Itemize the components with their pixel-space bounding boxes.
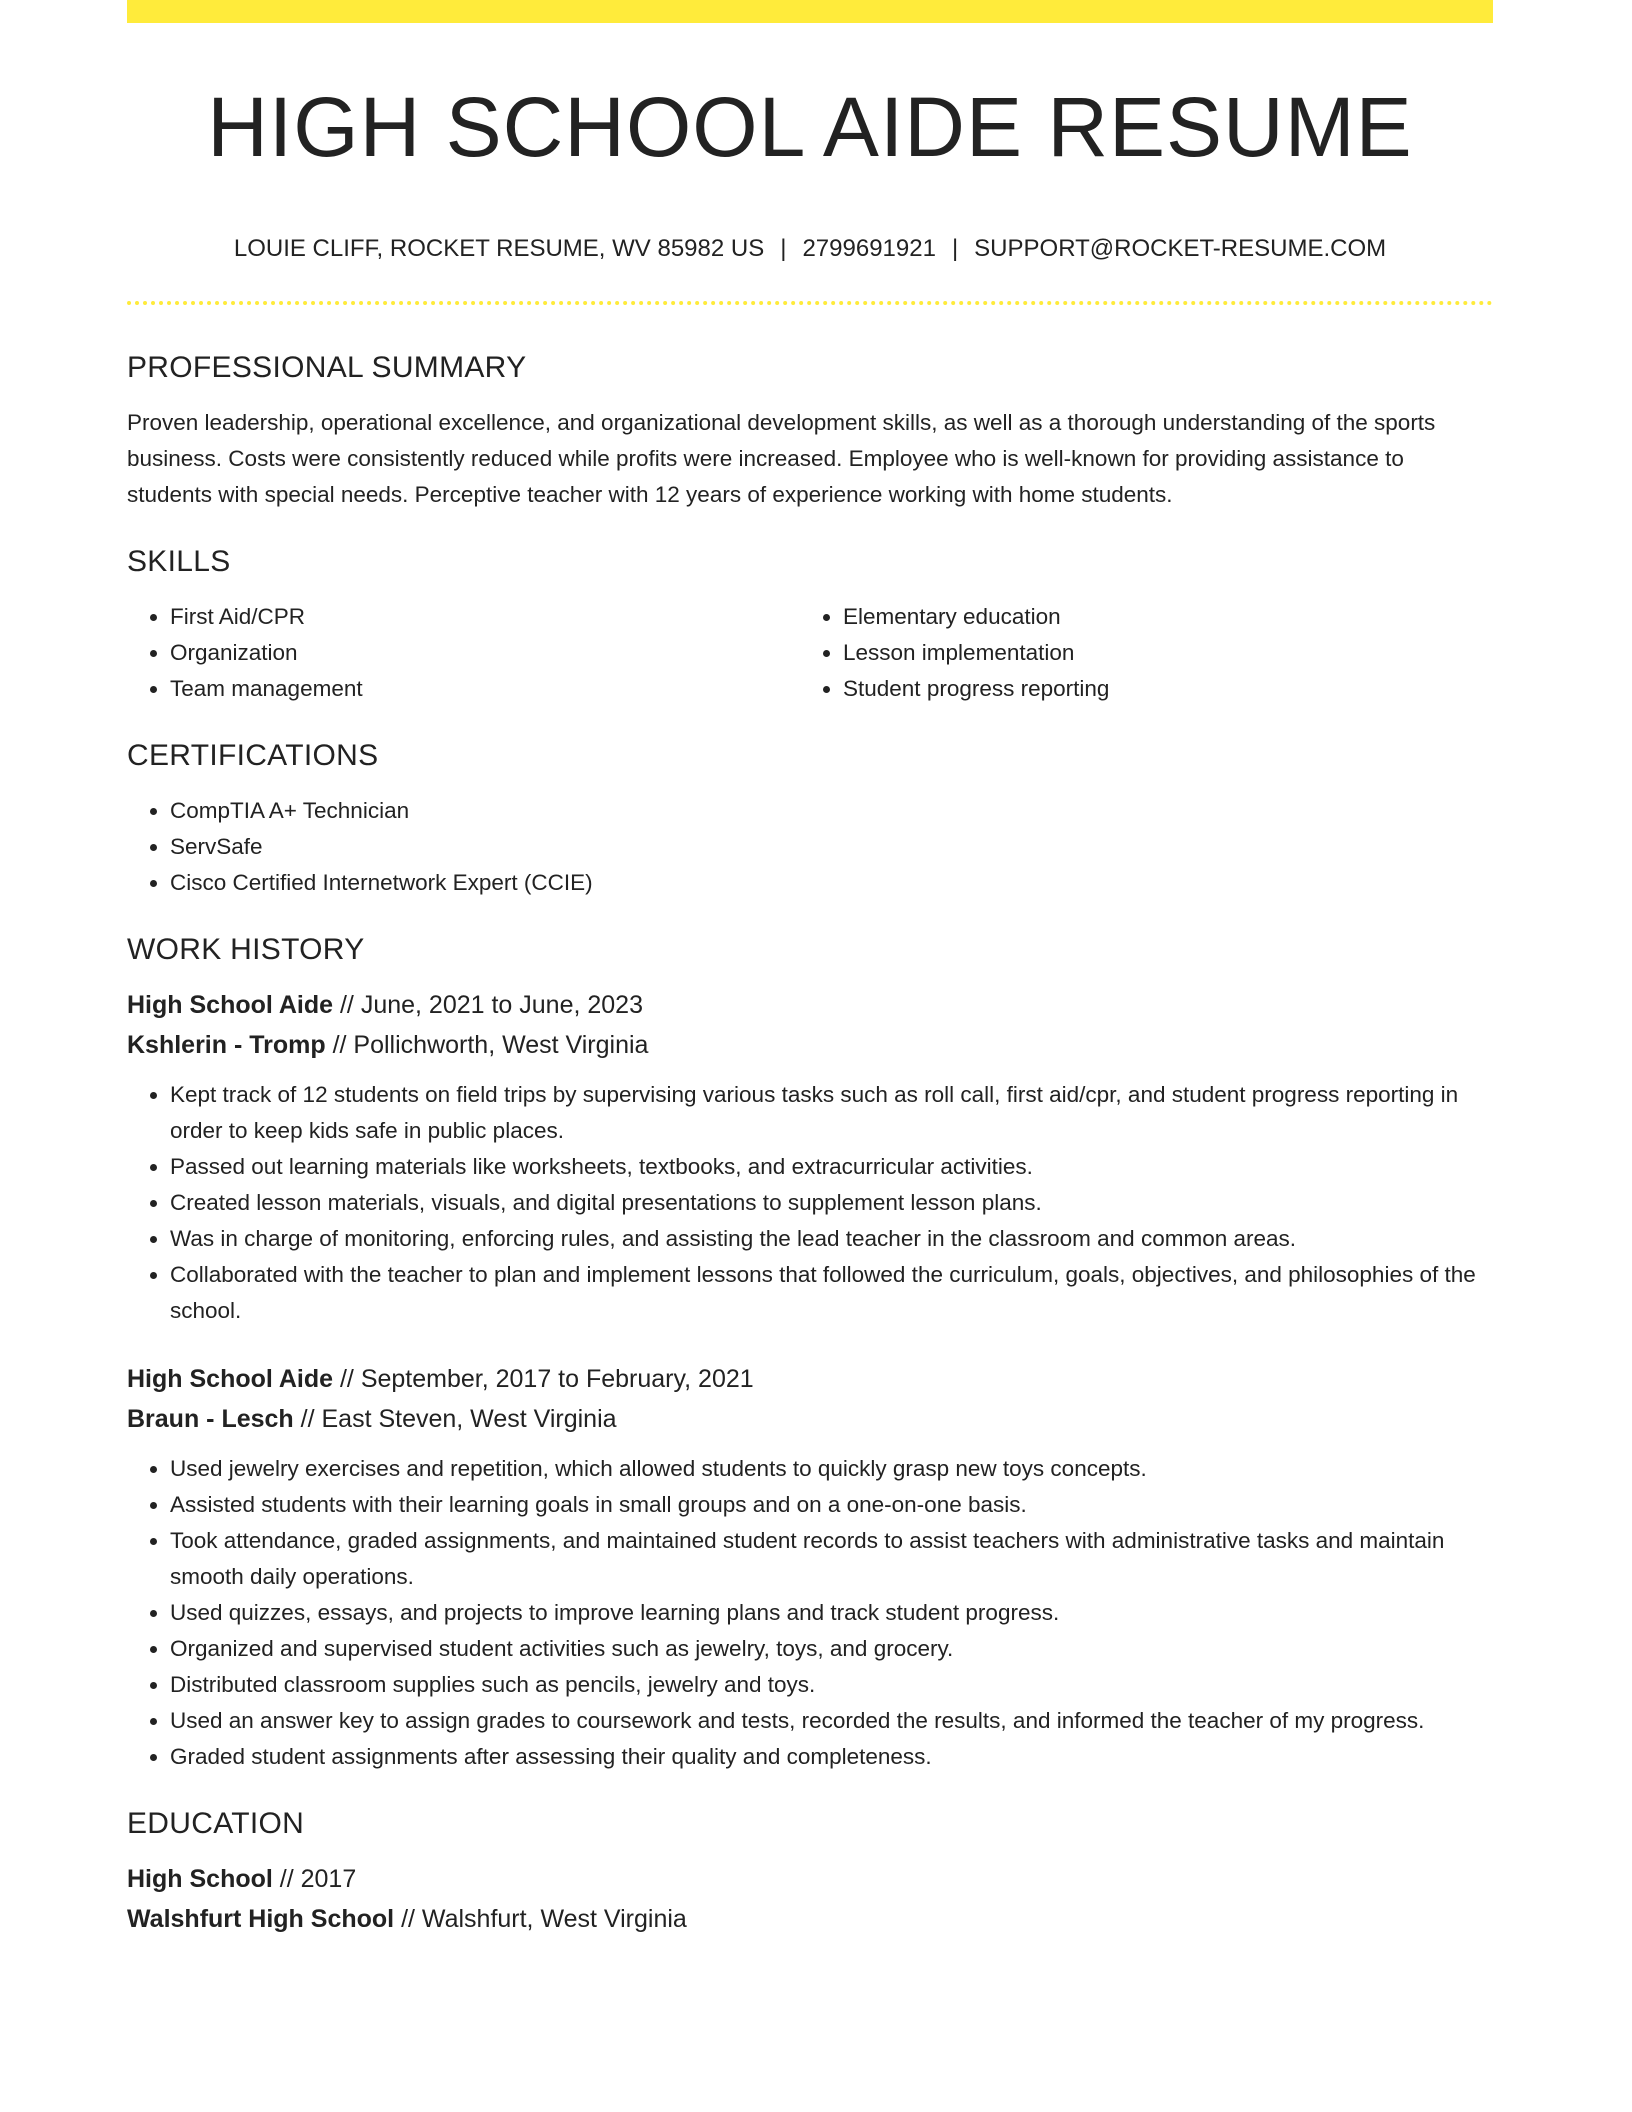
skills-column-right [800, 599, 1473, 707]
skills-column-left [127, 599, 800, 707]
job-location: // Pollichworth, West Virginia [325, 1031, 649, 1059]
contact-separator: | [780, 235, 787, 262]
contact-email[interactable]: SUPPORT@ROCKET-RESUME.COM [974, 235, 1387, 262]
certification-item: • Cisco Certified Internetwork Expert (CCIE) [170, 865, 1493, 901]
job-entry [127, 1359, 1493, 1775]
education-entry [127, 1859, 1493, 1939]
job-bullet: • Used quizzes, essays, and projects to improve learning plans and track student progress. [170, 1595, 1493, 1631]
skill-item: • Team management [170, 671, 800, 707]
dotted-divider [127, 301, 1493, 305]
job-title: High School Aide [127, 1365, 334, 1393]
job-bullet: • Used an answer key to assign grades to coursework and tests, recorded the results, and informed the teacher of my progress. [170, 1703, 1493, 1739]
job-bullet: • Organized and supervised student activities such as jewelry, toys, and grocery. [170, 1631, 1493, 1667]
job-bullet: • Graded student assignments after assessing their quality and completeness. [170, 1739, 1493, 1775]
job-bullet: • Was in charge of monitoring, enforcing rules, and assisting the lead teacher in the classroom and common areas. [170, 1221, 1493, 1257]
job-location: // East Steven, West Virginia [293, 1405, 617, 1433]
certifications-list [127, 793, 1493, 901]
job-bullet: • Kept track of 12 students on field trips by supervising various tasks such as roll call, first aid/cpr, and student progress reporting in order to keep kids safe in public places. [170, 1077, 1493, 1149]
resume-title: HIGH SCHOOL AIDE RESUME [207, 80, 1413, 174]
summary-heading: PROFESSIONAL SUMMARY [127, 351, 527, 384]
skill-item: • Elementary education [843, 599, 1473, 635]
contact-phone: 2799691921 [802, 235, 936, 262]
work-history-heading: WORK HISTORY [127, 933, 365, 966]
contact-line [127, 237, 1493, 261]
skill-item: • Organization [170, 635, 800, 671]
job-bullets [127, 1077, 1493, 1329]
job-bullet: • Distributed classroom supplies such as pencils, jewelry and toys. [170, 1667, 1493, 1703]
job-title-line [127, 1359, 1493, 1399]
job-dates: // June, 2021 to June, 2023 [333, 991, 643, 1019]
job-company-line [127, 1399, 1493, 1439]
skill-item: • First Aid/CPR [170, 599, 800, 635]
education-heading: EDUCATION [127, 1807, 305, 1840]
certifications-heading: CERTIFICATIONS [127, 739, 379, 772]
skill-item: • Lesson implementation [843, 635, 1473, 671]
education-degree-line [127, 1859, 1493, 1899]
job-title-line [127, 985, 1493, 1025]
job-bullet: • Passed out learning materials like worksheets, textbooks, and extracurricular activities. [170, 1149, 1493, 1185]
job-bullet: • Took attendance, graded assignments, and maintained student records to assist teachers with administrative tasks and maintain smooth daily operations. [170, 1523, 1493, 1595]
accent-top-bar [127, 0, 1493, 23]
contact-address: LOUIE CLIFF, ROCKET RESUME, WV 85982 US [233, 235, 765, 262]
skills-heading: SKILLS [127, 545, 231, 578]
education-school: Walshfurt High School [127, 1905, 395, 1933]
contact-separator: | [951, 235, 959, 262]
job-company: Kshlerin - Tromp [127, 1031, 326, 1059]
job-dates: // September, 2017 to February, 2021 [333, 1365, 754, 1393]
skill-item: • Student progress reporting [843, 671, 1473, 707]
education-school-line [127, 1899, 1493, 1939]
job-company: Braun - Lesch [127, 1405, 294, 1433]
summary-text: Proven leadership, operational excellence, and organizational development skills, as well as a thorough understanding of the sports business. Costs were consistently reduced while profits were increased. Employee who is well-known for providing assistance to students with special needs. Perceptive teacher with 12 years of experience working with home students. [127, 410, 1436, 507]
job-bullet: • Created lesson materials, visuals, and digital presentations to supplement lesson plans. [170, 1185, 1493, 1221]
job-entry [127, 985, 1493, 1329]
job-bullet: • Used jewelry exercises and repetition, which allowed students to quickly grasp new toys concepts. [170, 1451, 1493, 1487]
certification-item: • CompTIA A+ Technician [170, 793, 1493, 829]
resume-page [127, 0, 1493, 1939]
job-bullet: • Collaborated with the teacher to plan and implement lessons that followed the curriculum, goals, objectives, and philosophies of the school. [170, 1257, 1493, 1329]
job-bullets [127, 1451, 1493, 1775]
education-year: // 2017 [272, 1865, 357, 1893]
education-location: // Walshfurt, West Virginia [394, 1905, 687, 1933]
skills-list [127, 599, 1493, 707]
job-bullet: • Assisted students with their learning goals in small groups and on a one-on-one basis. [170, 1487, 1493, 1523]
certification-item: • ServSafe [170, 829, 1493, 865]
job-title: High School Aide [127, 991, 334, 1019]
education-degree: High School [127, 1865, 273, 1893]
job-company-line [127, 1025, 1493, 1065]
